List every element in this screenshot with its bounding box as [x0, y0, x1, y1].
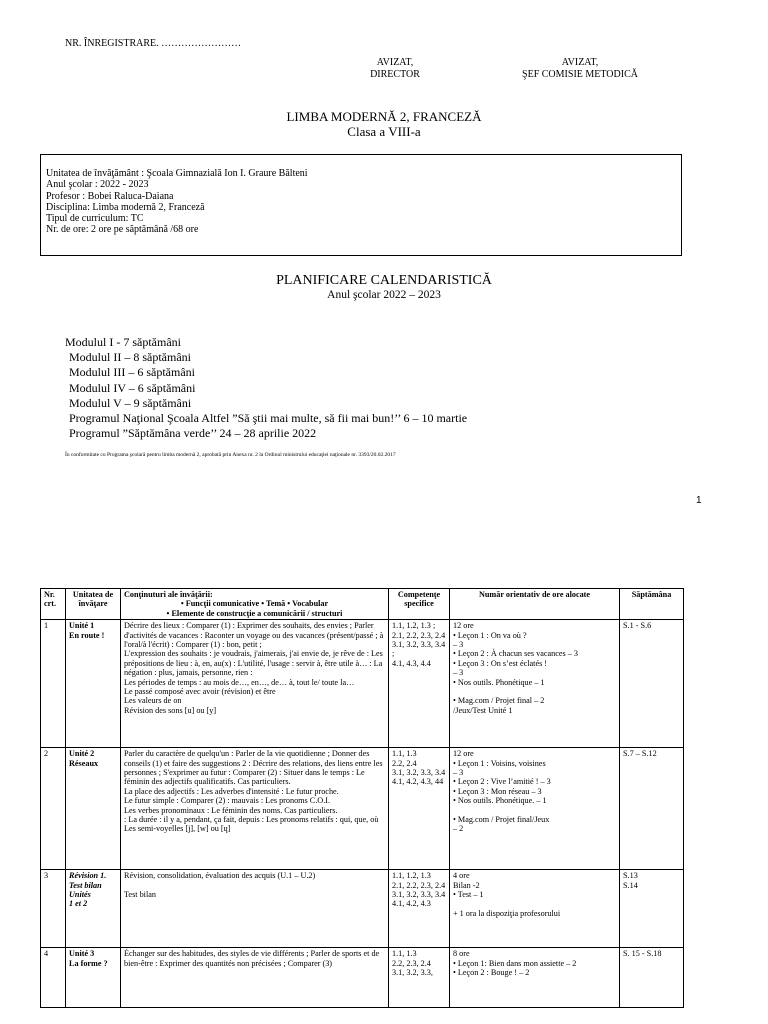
cell-competences: 1.1, 1.2, 1.3 2.1, 2.2, 2.3, 2.4 3.1, 3.2, 3.3, 3.4 4.1, 4.2, 4.3	[389, 870, 450, 948]
module-item: Programul ”Săptămâna verde’’ 24 – 28 aprilie 2022	[69, 426, 317, 441]
module-item: Modulul III – 6 săptămâni	[69, 365, 195, 380]
cell-hours: 12 ore • Leçon 1 : On va où ? – 3 • Leçon 2 : À chacun ses vacances – 3 • Leçon 3 : On s’est éclatés ! – 3 • Nos outils. Phonétique – 1 • Mag.com / Projet final – 2 /Jeux/Test Unité 1	[450, 620, 620, 748]
approval-methodic-head	[490, 57, 670, 81]
cell-unit: Unité 1 En route !	[66, 620, 121, 748]
planning-heading	[0, 273, 768, 302]
planning-year: Anul şcolar 2022 – 2023	[327, 289, 441, 301]
module-item: Modulul II – 8 săptămâni	[69, 350, 191, 365]
approval-director-role: DIRECTOR	[370, 69, 420, 80]
cell-hours: 12 ore • Leçon 1 : Voisins, voisines – 3 • Leçon 2 : Vive l’amitié ! – 3 • Leçon 3 : Mon réseau – 3 • Nos outils. Phonétique. – 1 • Mag.com / Projet final/Jeux – 2	[450, 748, 620, 870]
cell-content: Révision, consolidation, évaluation des acquis (U.1 – U.2) Test bilan	[121, 870, 389, 948]
cell-unit: Révision 1. Test bilan Unités 1 et 2	[66, 870, 121, 948]
table-header-row	[41, 589, 684, 620]
cell-unit: Unité 2 Réseaux	[66, 748, 121, 870]
cell-content: Décrire des lieux : Comparer (1) : Exprimer des souhaits, des envies ; Parler d'activités de vacances : Raconter un voyage ou des vacances (présent/passé ; à l'oral/à l'écrit) : Comparer (1) : bon, petit ; L'expression des souhaits : je voudrais, j'aimerais, j'ai envie de, je rêve de : Les prépositions de lieu : à, en, au(x) : L'utilité, l'usage : servir à, être utile à… : La négation : plus, jamais, personne, rien : Les périodes de temps : au mois de…, en…, de… à, tout le/ toute la… Le passé composé avec avoir (révision) et être Les valeurs de on Révision des sons [u] ou [y]	[121, 620, 389, 748]
planning-table	[40, 588, 684, 1008]
table-row	[41, 870, 684, 948]
header-competences: Competenţe specifice	[389, 589, 450, 620]
header-week: Săptămâna	[620, 589, 684, 620]
header-nr: Nr. crt.	[41, 589, 66, 620]
approval-director	[340, 57, 450, 81]
cell-unit: Unité 3 La forme ?	[66, 948, 121, 1008]
school-info-box	[40, 154, 682, 256]
cell-hours: 4 ore Bilan -2 • Test – 1 + 1 ora la dispoziţia profesorului	[450, 870, 620, 948]
info-line: Nr. de ore: 2 ore pe săptămână /68 ore	[46, 224, 199, 236]
header-content	[121, 589, 389, 620]
info-line: Disciplina: Limba modernă 2, Franceză	[46, 201, 205, 213]
cell-content: Échanger sur des habitudes, des styles de vie différents ; Parler de sports et de bien-être : Exprimer des quantités non précisées ; Comparer (3)	[121, 948, 389, 1008]
header-content-title: Conţinuturi ale învăţării:	[124, 590, 213, 599]
planning-title: PLANIFICARE CALENDARISTICĂ	[276, 273, 492, 288]
cell-competences: 1.1, 1.3 2.2, 2.4 3.1, 3.2, 3.3, 3.4 4.1, 4.2, 4.3, 44	[389, 748, 450, 870]
registration-number: NR. ÎNREGISTRARE. ……………………	[65, 38, 242, 49]
info-line: Anul şcolar : 2022 - 2023	[46, 179, 149, 191]
cell-week: S. 15 - S.18	[620, 948, 684, 1008]
cell-nr: 3	[41, 870, 66, 948]
cell-competences: 1.1, 1.2, 1.3 ; 2.1, 2.2, 2.3, 2.4 3.1, 3.2, 3.3, 3.4 ; 4.1, 4.3, 4.4	[389, 620, 450, 748]
module-item: Modulul I - 7 săptămâni	[65, 335, 181, 349]
cell-nr: 4	[41, 948, 66, 1008]
approval-head-label: AVIZAT,	[561, 57, 599, 68]
cell-nr: 2	[41, 748, 66, 870]
cell-week: S.1 - S.6	[620, 620, 684, 748]
subject-heading	[0, 109, 768, 139]
info-line: Tipul de curriculum: TC	[46, 213, 144, 225]
cell-competences: 1.1, 1.3 2.2, 2.3, 2.4 3.1, 3.2, 3.3,	[389, 948, 450, 1008]
cell-week: S.7 – S.12	[620, 748, 684, 870]
cell-content: Parler du caractère de quelqu'un : Parler de la vie quotidienne ; Donner des conseils (1) et faire des suggestions 2 : Décrire des relations, des liens entre les personnes ; S'exprimer au futur : Comparer (2) : Situer dans le temps : Le féminin des adjectifs qualificatifs. Cas particuliers. La place des adjectifs : Les adverbes d'intensité : Le futur proche. Le futur simple : Comparer (2) : mauvais : Les pronoms C.O.I. Les verbes pronominaux : Le féminin des noms. Cas particuliers. : La durée : il y a, pendant, ça fait, depuis : Les pronoms relatifs : qui, que, où Les semi-voyelles [j], [w] ou [ɥ]	[121, 748, 389, 870]
cell-nr: 1	[41, 620, 66, 748]
cell-hours: 8 ore • Leçon 1: Bien dans mon assiette – 2 • Leçon 2 : Bouge ! – 2	[450, 948, 620, 1008]
module-item: Modulul IV – 6 săptămâni	[69, 380, 196, 395]
header-content-items: • Funcţii comunicative • Temă • Vocabular • Elemente de construcţie a comunicării / structuri	[166, 599, 343, 618]
header-hours: Număr orientativ de ore alocate	[450, 589, 620, 620]
approval-director-label: AVIZAT,	[376, 57, 414, 68]
table-row	[41, 948, 684, 1008]
header-unit: Unitatea de învăţare	[66, 589, 121, 620]
table-row	[41, 620, 684, 748]
approval-head-role: ŞEF COMISIE METODICĂ	[522, 69, 638, 80]
info-line: Unitatea de învăţământ : Şcoala Gimnazială Ion I. Graure Bălteni	[46, 168, 308, 179]
modules-list	[65, 335, 467, 441]
module-item: Programul Naţional Şcoala Altfel ”Să ştii mai multe, să fii mai bun!’’ 6 – 10 martie	[69, 411, 468, 426]
subject-title: LIMBA MODERNĂ 2, FRANCEZĂ	[286, 109, 482, 124]
legal-note: În conformitate cu Programa şcolară pentru limba modernă 2, aprobată prin Anexa nr. 2 la Ordinul ministrului educaţiei naţionale nr. 3393/20.02.2017	[65, 452, 396, 458]
module-item: Modulul V – 9 săptămâni	[69, 395, 192, 410]
page-number: 1	[696, 495, 702, 506]
info-line: Profesor : Bobei Raluca-Daiana	[46, 190, 174, 202]
subject-grade: Clasa a VIII-a	[347, 124, 421, 139]
cell-week: S.13 S.14	[620, 870, 684, 948]
table-row	[41, 748, 684, 870]
